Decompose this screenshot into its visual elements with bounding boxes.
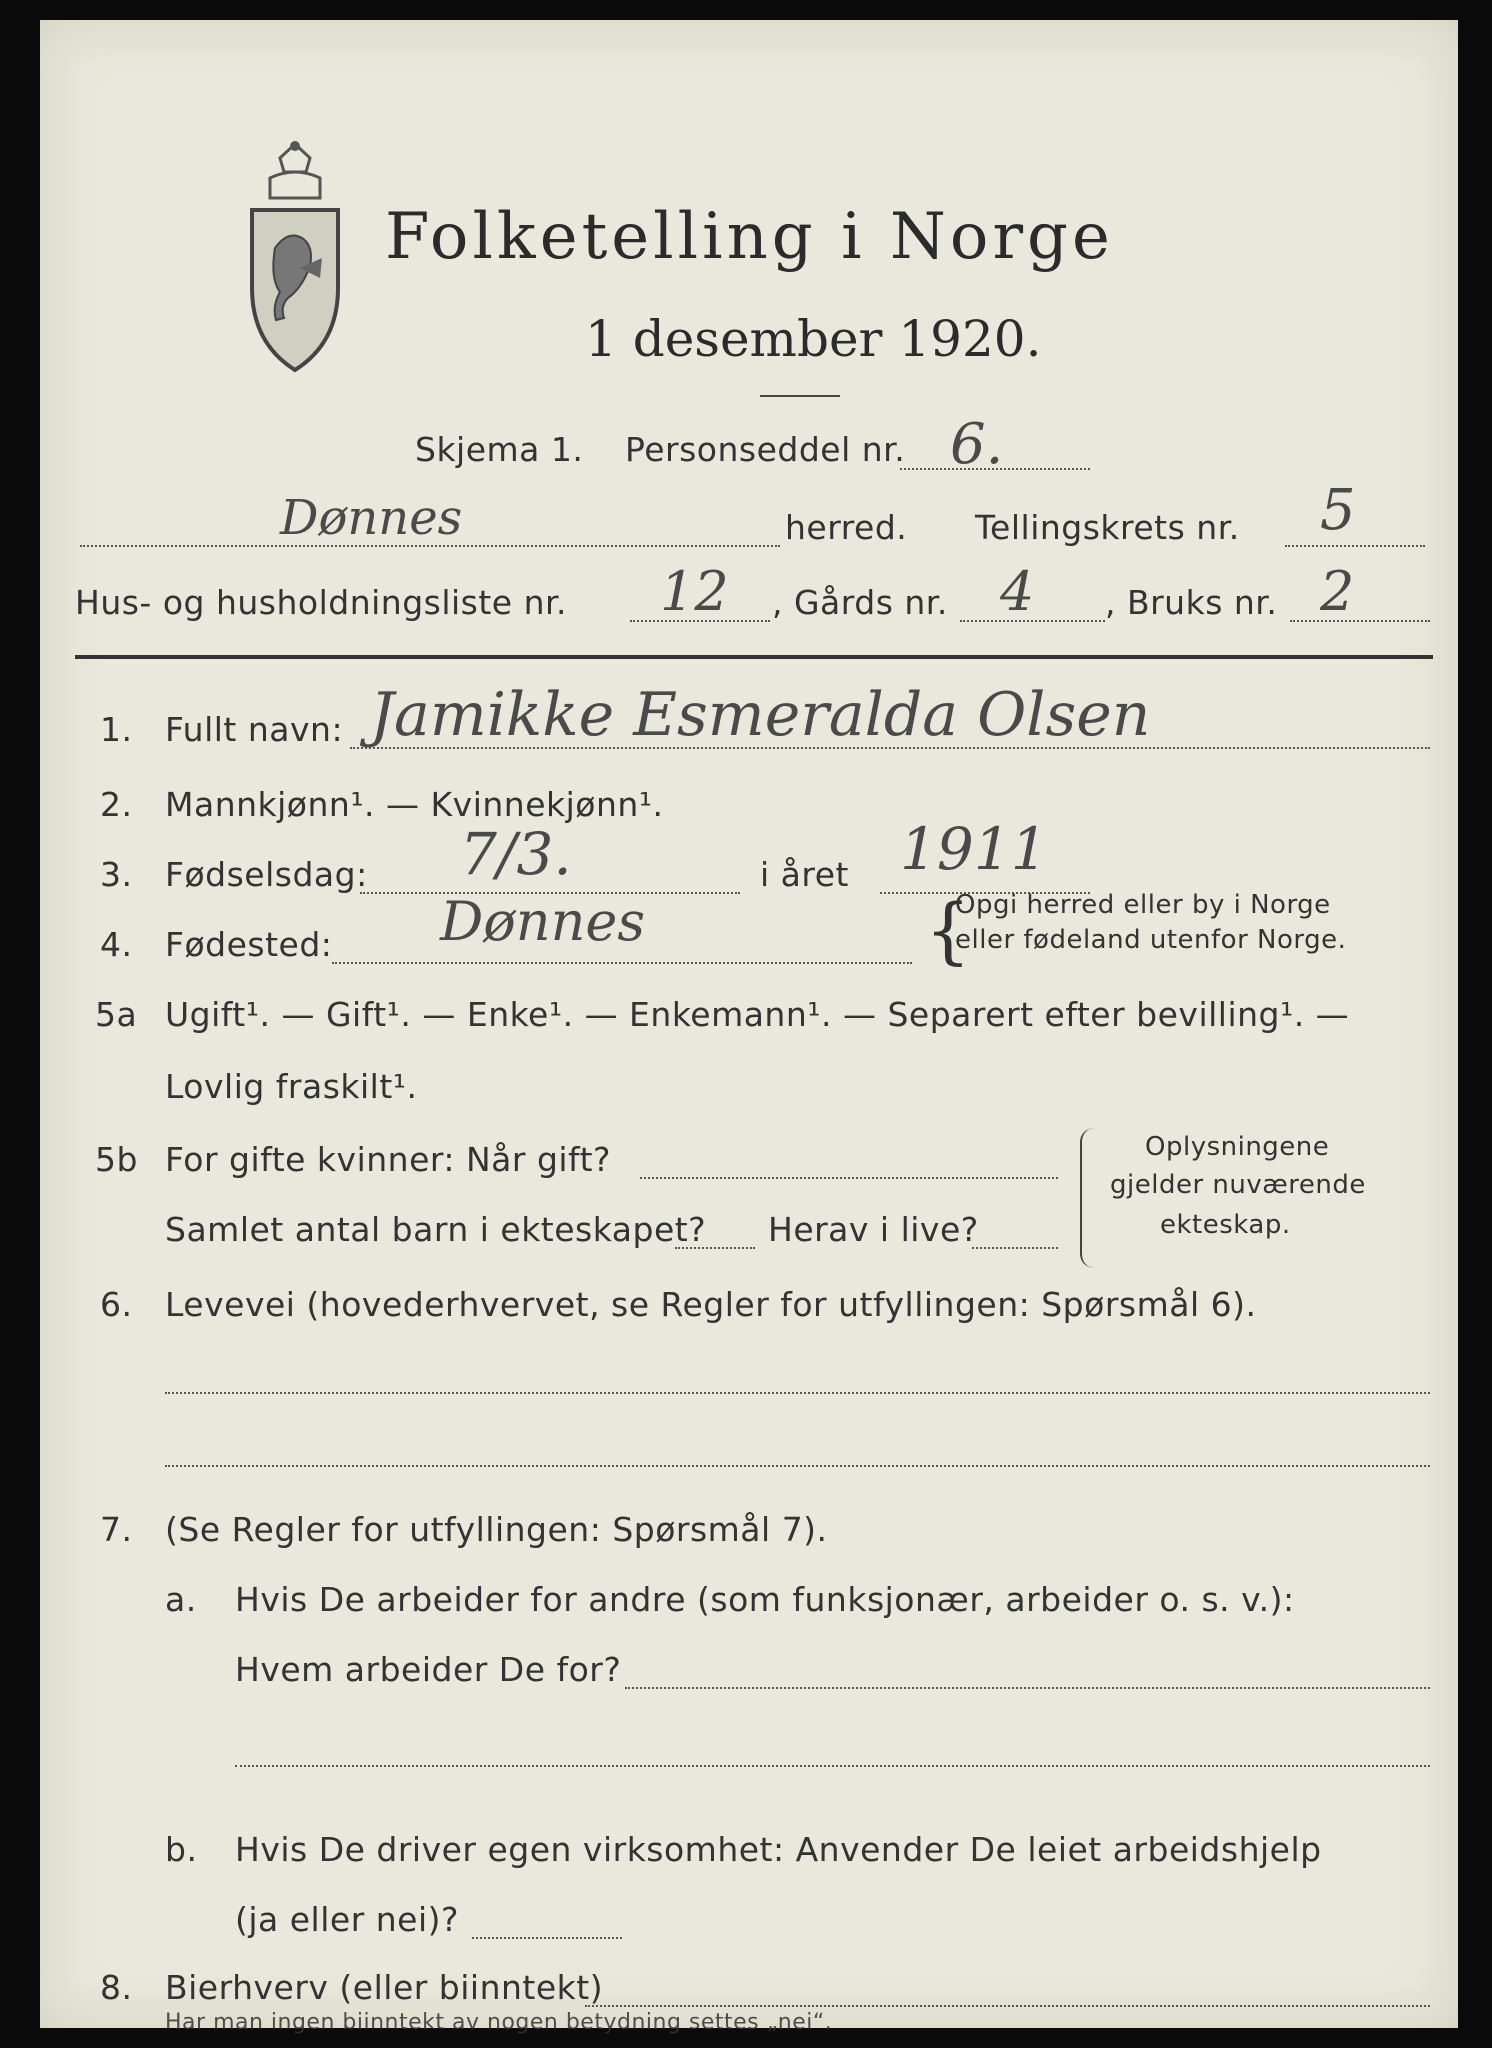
herred-label: herred. — [785, 508, 908, 547]
gards-label: , Gårds nr. — [772, 583, 948, 622]
q5b-note-line2: gjelder nuværende — [1110, 1170, 1366, 1200]
q5b-married-line — [640, 1177, 1058, 1179]
q4-brace: { — [925, 888, 971, 972]
q7a-letter: a. — [165, 1580, 197, 1619]
q4-number: 4. — [100, 925, 133, 964]
bruks-value[interactable]: 2 — [1320, 560, 1355, 623]
q1-number: 1. — [100, 710, 133, 749]
q1-label: Fullt navn: — [165, 710, 344, 749]
q7-number: 7. — [100, 1510, 133, 1549]
q5a-marital-options-cont[interactable]: Lovlig fraskilt¹. — [165, 1067, 418, 1106]
q7-label: (Se Regler for utfyllingen: Spørsmål 7). — [165, 1510, 828, 1549]
personseddel-label: Personseddel nr. — [625, 430, 906, 469]
household-list-label: Hus- og husholdningsliste nr. — [75, 583, 568, 622]
tellingskrets-label: Tellingskrets nr. — [975, 508, 1240, 547]
q5b-children-line — [675, 1247, 755, 1249]
q5b-children-label: Samlet antal barn i ekteskapet? — [165, 1210, 707, 1249]
q7b-answer-label: (ja eller nei)? — [235, 1900, 460, 1939]
q7a-employer-label: Hvem arbeider De for? — [235, 1650, 622, 1689]
q7a-employer-line-2 — [235, 1765, 1430, 1767]
bruks-line — [1290, 620, 1430, 622]
coat-of-arms-icon — [240, 138, 350, 378]
q8-number: 8. — [100, 1968, 133, 2007]
q8-line — [585, 2005, 1430, 2007]
q7a-employer-line — [625, 1687, 1430, 1689]
q7a-question: Hvis De arbeider for andre (som funksjonær, arbeider o. s. v.): — [235, 1580, 1295, 1619]
form-title: Folketelling i Norge — [385, 200, 1114, 274]
birthday-value[interactable]: 7/3. — [460, 820, 572, 888]
birthplace-value[interactable]: Dønnes — [440, 890, 646, 953]
q3-number: 3. — [100, 855, 133, 894]
q4-note-line1: Opgi herred eller by i Norge — [955, 890, 1331, 920]
q5b-alive-line — [972, 1247, 1058, 1249]
tellingskrets-value[interactable]: 5 — [1320, 478, 1356, 543]
herred-value[interactable]: Dønnes — [280, 490, 463, 546]
household-list-value[interactable]: 12 — [660, 560, 729, 623]
q5b-married-label: For gifte kvinner: Når gift? — [165, 1140, 612, 1179]
q7b-letter: b. — [165, 1830, 198, 1869]
q6-label: Levevei (hovederhvervet, se Regler for utfyllingen: Spørsmål 6). — [165, 1285, 1257, 1324]
q7b-answer-line — [472, 1937, 622, 1939]
q5b-note-line1: Oplysningene — [1145, 1132, 1330, 1162]
title-divider — [760, 395, 840, 397]
q5b-alive-label: Herav i live? — [768, 1210, 979, 1249]
q5b-number: 5b — [95, 1140, 138, 1179]
birth-year-value[interactable]: 1911 — [900, 815, 1048, 883]
q2-number: 2. — [100, 785, 133, 824]
q6-number: 6. — [100, 1285, 133, 1324]
census-date: 1 desember 1920. — [585, 310, 1042, 368]
schema-label: Skjema 1. — [415, 430, 584, 469]
q5b-bracket — [1080, 1128, 1096, 1268]
q3-label: Fødselsdag: — [165, 855, 368, 894]
personseddel-value[interactable]: 6. — [950, 412, 1004, 477]
census-form — [40, 20, 1458, 2035]
q4-label: Fødested: — [165, 925, 333, 964]
q2-gender-options[interactable]: Mannkjønn¹. — Kvinnekjønn¹. — [165, 785, 664, 824]
q8-label: Bierhverv (eller biinntekt) — [165, 1968, 604, 2007]
q5b-note-line3: ekteskap. — [1160, 1210, 1291, 1240]
footer-note: Har man ingen biinntekt av nogen betydning settes „nei“. — [165, 2010, 833, 2035]
full-name-value[interactable]: Jamikke Esmeralda Olsen — [370, 680, 1151, 750]
tellingskrets-line — [1285, 545, 1425, 547]
q5a-number: 5a — [95, 995, 138, 1034]
q6-line-1 — [165, 1392, 1430, 1394]
q3-year-label: i året — [760, 855, 849, 894]
q4-note-line2: eller fødeland utenfor Norge. — [955, 925, 1347, 955]
bruks-label: , Bruks nr. — [1105, 583, 1278, 622]
q7b-question: Hvis De driver egen virksomhet: Anvender De leiet arbeidshjelp — [235, 1830, 1322, 1869]
gards-value[interactable]: 4 — [1000, 560, 1035, 623]
q6-line-2 — [165, 1465, 1430, 1467]
header-rule — [75, 655, 1433, 659]
q5a-marital-options[interactable]: Ugift¹. — Gift¹. — Enke¹. — Enkemann¹. — Separert efter bevilling¹. — — [165, 995, 1350, 1034]
q4-line — [332, 962, 912, 964]
